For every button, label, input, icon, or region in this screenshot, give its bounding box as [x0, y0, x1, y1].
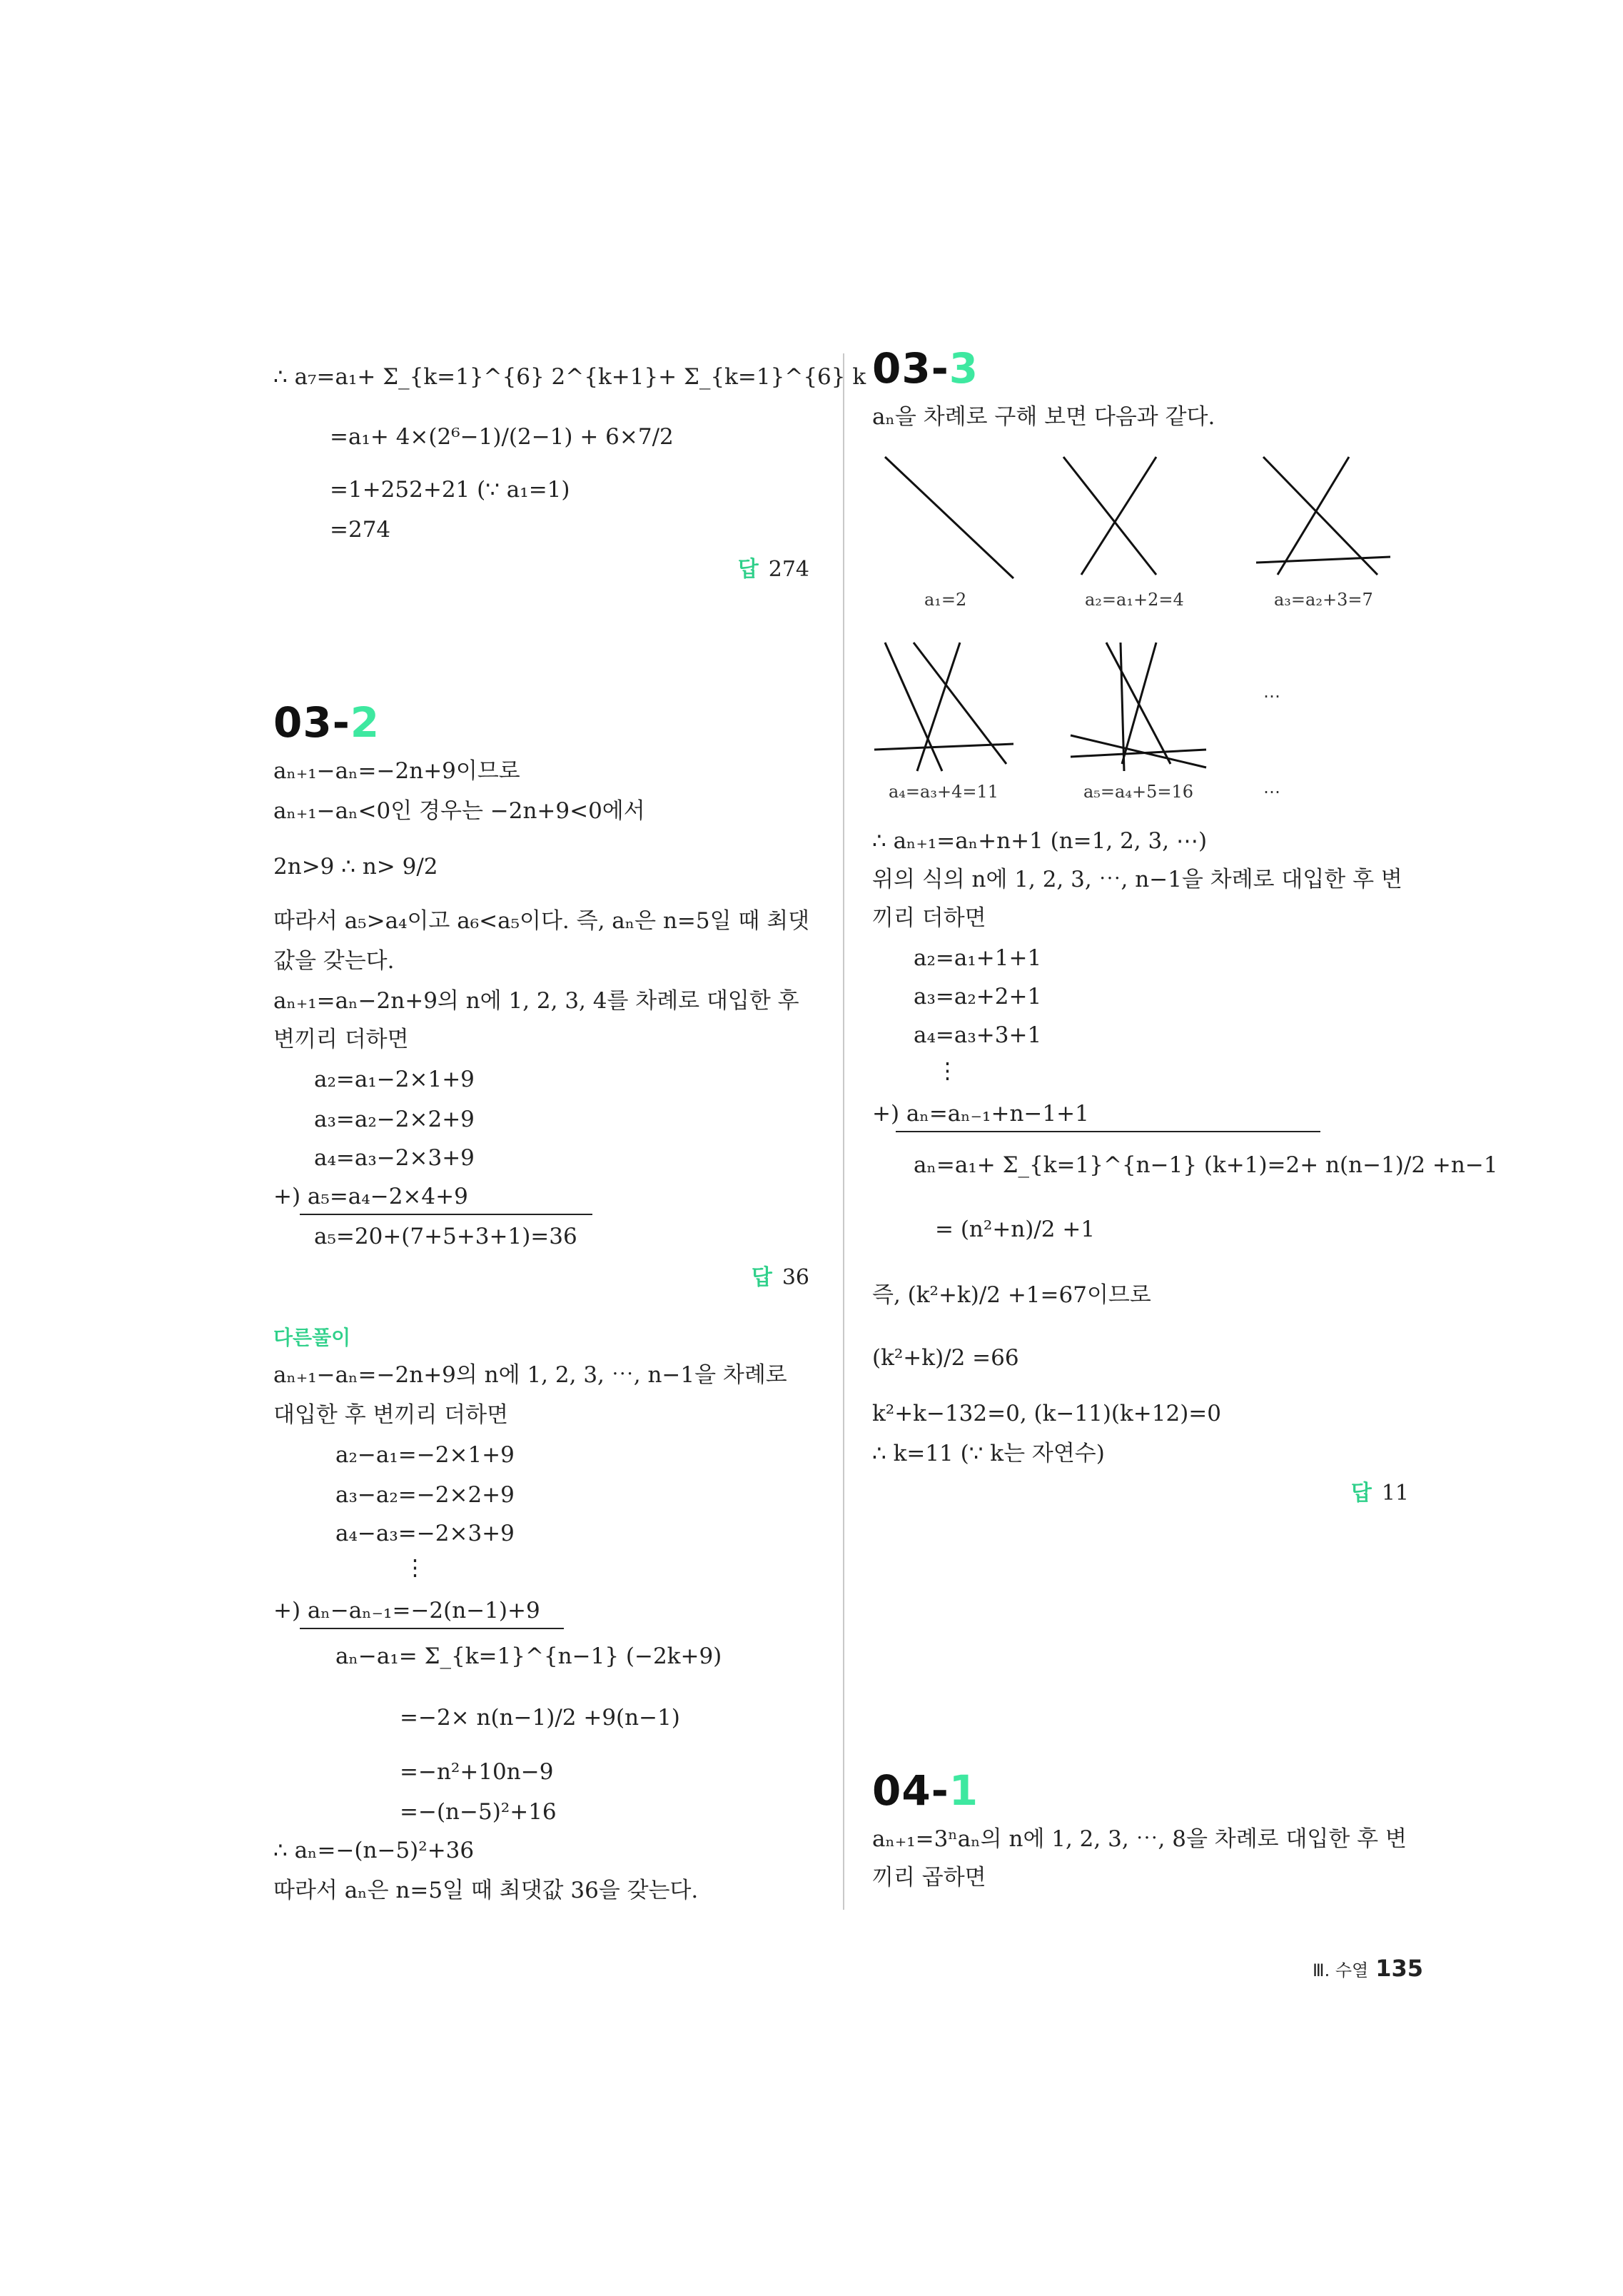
ellipsis-row-1: ⋯ [1263, 686, 1280, 706]
s032-line-3: 2n>9 ∴ n> 9/2 [273, 854, 438, 880]
left-top-eq-2: =a₁+ 4×(2⁶−1)/(2−1) + 6×7/2 [330, 424, 674, 450]
s033-eq-4: +) aₙ=aₙ₋₁+n−1+1 [872, 1101, 1089, 1127]
s032-line-1: aₙ₊₁−aₙ=−2n+9이므로 [273, 758, 520, 784]
s033-sum-rule [896, 1131, 1320, 1132]
s032-eq-1: a₂=a₁−2×1+9 [314, 1067, 475, 1092]
section-heading-03-2: 03-2 [273, 698, 380, 747]
s033-line-2: 위의 식의 n에 1, 2, 3, ⋯, n−1을 차례로 대입한 후 변 [872, 867, 1402, 892]
page-number: 135 [1375, 1955, 1423, 1982]
line-a2-1 [1063, 457, 1156, 575]
answer-274: 답 274 [737, 557, 809, 582]
section-heading-04-1: 04-1 [872, 1766, 979, 1815]
sum-rule [300, 1214, 592, 1215]
s032-line-5: 값을 갖는다. [273, 948, 395, 974]
s032-eq-4: +) a₅=a₄−2×4+9 [273, 1184, 468, 1209]
s032-line-7: 변끼리 더하면 [273, 1027, 409, 1052]
line-a3-1 [1263, 457, 1377, 575]
line-a2-2 [1081, 457, 1156, 575]
alt-eq-6: =−2× n(n−1)/2 +9(n−1) [400, 1705, 680, 1731]
s033-intro: aₙ을 차례로 구해 보면 다음과 같다. [872, 404, 1215, 430]
line-a1 [885, 457, 1013, 578]
s033-line-1: ∴ aₙ₊₁=aₙ+n+1 (n=1, 2, 3, ⋯) [872, 828, 1208, 854]
s033-after-3: k²+k−132=0, (k−11)(k+12)=0 [872, 1401, 1222, 1426]
alt-sum-rule [300, 1628, 564, 1629]
caption-a2: a₂=a₁+2=4 [1085, 590, 1184, 610]
chapter-label: Ⅲ. 수열 [1313, 1960, 1369, 1980]
s032-eq-3: a₄=a₃−2×3+9 [314, 1145, 475, 1171]
alt-eq-9: ∴ aₙ=−(n−5)²+36 [273, 1838, 475, 1863]
s033-after-4: ∴ k=11 (∵ k는 자연수) [872, 1441, 1105, 1466]
s041-line-1: aₙ₊₁=3ⁿaₙ의 n에 1, 2, 3, ⋯, 8을 차례로 대입한 후 변 [872, 1826, 1407, 1852]
answer-tag: 답 [1350, 1481, 1372, 1506]
alt-eq-1: a₂−a₁=−2×1+9 [335, 1442, 515, 1468]
line-a3-3 [1256, 557, 1390, 563]
caption-a3: a₃=a₂+3=7 [1274, 590, 1373, 610]
line-a5-2 [1121, 643, 1124, 771]
line-a4-1 [885, 643, 942, 771]
alt-solution-title: 다른풀이 [273, 1326, 351, 1349]
alt-eq-2: a₃−a₂=−2×2+9 [335, 1482, 515, 1508]
s032-line-2: aₙ₊₁−aₙ<0인 경우는 −2n+9<0에서 [273, 798, 645, 824]
line-a3-2 [1278, 457, 1349, 575]
answer-tag: 답 [737, 557, 759, 582]
alt-line-2: 대입한 후 변끼리 더하면 [273, 1402, 509, 1428]
s033-eq-5: aₙ=a₁+ Σ_{k=1}^{n−1} (k+1)=2+ n(n−1)/2 +n−1 [914, 1152, 1498, 1178]
answer-36: 답 36 [751, 1265, 809, 1290]
alt-line-1: aₙ₊₁−aₙ=−2n+9의 n에 1, 2, 3, ⋯, n−1을 차례로 [273, 1362, 787, 1388]
s033-eq-6: = (n²+n)/2 +1 [935, 1217, 1096, 1242]
line-a5-3 [1122, 643, 1156, 764]
section-heading-03-3: 03-3 [872, 344, 979, 393]
caption-a5: a₅=a₄+5=16 [1083, 782, 1193, 802]
caption-a1: a₁=2 [924, 590, 967, 610]
s041-line-2: 끼리 곱하면 [872, 1865, 986, 1890]
left-top-eq-3: =1+252+21 (∵ a₁=1) [330, 477, 570, 503]
left-top-eq-1: ∴ a₇=a₁+ Σ_{k=1}^{6} 2^{k+1}+ Σ_{k=1}^{6} k [273, 364, 866, 390]
s032-line-6: aₙ₊₁=aₙ−2n+9의 n에 1, 2, 3, 4를 차례로 대입한 후 [273, 988, 799, 1014]
answer-tag: 답 [751, 1265, 772, 1290]
left-top-eq-4: =274 [330, 517, 391, 543]
s032-eq-5: a₅=20+(7+5+3+1)=36 [314, 1224, 577, 1249]
s033-after-2: (k²+k)/2 =66 [872, 1345, 1019, 1371]
s033-eq-2: a₃=a₂+2+1 [914, 984, 1042, 1009]
answer-11: 답 11 [1350, 1481, 1409, 1506]
line-a4-3 [917, 643, 960, 771]
alt-eq-10: 따라서 aₙ은 n=5일 때 최댓값 36을 갖는다. [273, 1878, 699, 1903]
column-divider [843, 353, 844, 1910]
caption-a4: a₄=a₃+4=11 [889, 782, 998, 802]
alt-eq-8: =−(n−5)²+16 [400, 1799, 557, 1825]
alt-eq-vdots: ⋮ [404, 1555, 426, 1581]
page-footer [1313, 1955, 1423, 1982]
ellipsis-row-2: ⋯ [1263, 782, 1280, 802]
s033-eq-3: a₄=a₃+3+1 [914, 1022, 1042, 1048]
s033-line-3: 끼리 더하면 [872, 905, 986, 931]
s033-eq-1: a₂=a₁+1+1 [914, 945, 1042, 971]
s033-vdots: ⋮ [936, 1058, 959, 1084]
line-diagrams-row-2 [871, 635, 1228, 778]
alt-eq-4: +) aₙ−aₙ₋₁=−2(n−1)+9 [273, 1598, 540, 1623]
alt-eq-5: aₙ−a₁= Σ_{k=1}^{n−1} (−2k+9) [335, 1643, 722, 1669]
alt-eq-3: a₄−a₃=−2×3+9 [335, 1521, 515, 1546]
line-diagrams-row-1 [878, 450, 1392, 585]
s032-line-4: 따라서 a₅>a₄이고 a₆<a₅이다. 즉, aₙ은 n=5일 때 최댓 [273, 908, 810, 934]
alt-eq-7: =−n²+10n−9 [400, 1759, 554, 1785]
s032-eq-2: a₃=a₂−2×2+9 [314, 1107, 475, 1132]
s033-after-1: 즉, (k²+k)/2 +1=67이므로 [872, 1282, 1151, 1308]
